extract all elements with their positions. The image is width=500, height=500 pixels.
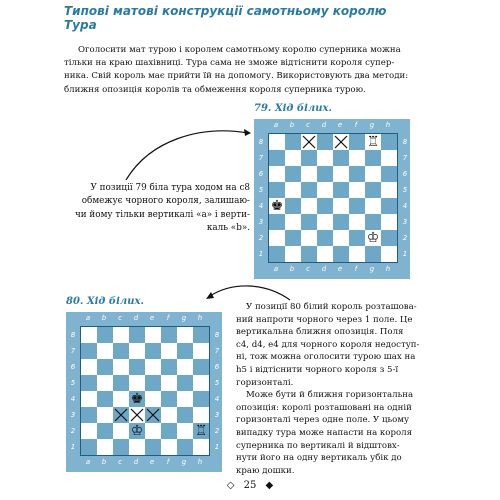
rank-label: 5	[214, 379, 220, 387]
caption-line: ні, тож можна оголосити турою шах на	[236, 352, 416, 363]
diamond-outline-icon: ◇	[226, 480, 235, 491]
file-label: a	[273, 121, 279, 129]
white-king-icon: ♔	[366, 230, 380, 246]
file-label: f	[354, 121, 358, 129]
caption-line: Може бути й ближня горизонтальна	[246, 390, 414, 401]
diamond-filled-icon: ◆	[265, 480, 274, 491]
file-label: b	[289, 265, 295, 273]
intro-line: ближня опозиція королів та обмеження короля суперника турою.	[64, 84, 366, 95]
diagram-79-title: 79. Хід білих.	[254, 103, 332, 114]
file-label: f	[166, 314, 170, 322]
file-label: g	[369, 121, 375, 129]
rank-label: 5	[402, 186, 408, 194]
section-title: Типові матові конструкції самотньому королю	[64, 4, 387, 18]
intro-line: ника. Свій король має прийти їй на допомогу. Використовують два методи:	[64, 71, 409, 82]
rank-label: 4	[70, 395, 76, 403]
rank-label: 7	[214, 347, 220, 355]
intro-line: Оголосити мат турою і королем самотньому королю суперника можна	[78, 45, 401, 55]
file-label: b	[101, 458, 107, 466]
rank-label: 8	[258, 138, 264, 146]
caption-line: випадку тура може напасти на короля	[236, 427, 413, 438]
file-label: c	[118, 458, 122, 466]
file-label: f	[354, 265, 358, 273]
file-label: c	[306, 265, 310, 273]
rank-label: 6	[214, 363, 220, 371]
black-king-icon: ♚	[130, 391, 144, 407]
file-label: a	[85, 458, 91, 466]
file-label: e	[337, 265, 343, 273]
caption-line: У позиції 80 білий король розташова-	[246, 302, 417, 312]
file-label: h	[385, 265, 391, 273]
rank-label: 4	[258, 202, 264, 210]
arrow-to-diagram-80	[210, 286, 290, 300]
caption-line: h5 і відтіснити чорного короля з 5-ї	[236, 364, 399, 375]
rank-label: 3	[258, 218, 264, 226]
white-rook-icon: ♖	[366, 134, 380, 150]
rank-label: 2	[214, 427, 220, 435]
rank-label: 8	[214, 331, 220, 339]
rank-label: 8	[70, 331, 76, 339]
file-label: e	[149, 314, 155, 322]
file-label: b	[289, 121, 295, 129]
caption-line: горизонталі через одне поле. У цьому	[236, 415, 410, 426]
caption-line: ний напроти чорного через 1 поле. Це	[236, 314, 413, 325]
caption-line: обмежує чорного короля, залишаю-	[81, 196, 250, 207]
file-label: c	[118, 314, 122, 322]
caption-line: опозиція: королі розташовані на одній	[236, 402, 412, 413]
file-label: c	[306, 121, 310, 129]
caption-line: суперника по вертикалі й відштовх-	[236, 440, 400, 451]
file-label: d	[133, 314, 139, 322]
file-label: a	[85, 314, 91, 322]
rank-label: 1	[70, 443, 76, 451]
rank-label: 6	[402, 170, 408, 178]
caption-line: c4, d4, e4 для чорного короля недоступ-	[236, 339, 420, 350]
caption-line: У позиції 79 біла тура ходом на c8	[90, 183, 250, 193]
page-footer	[0, 480, 500, 491]
black-king-icon: ♚	[270, 198, 284, 214]
file-label: h	[385, 121, 391, 129]
file-label: g	[369, 265, 375, 273]
rank-label: 6	[70, 363, 76, 371]
rank-label: 4	[214, 395, 220, 403]
caption-line: чи йому тільки вертикалі «a» і верти-	[74, 209, 250, 220]
page-number: 25	[243, 480, 257, 491]
diagram-80-title: 80. Хід білих.	[66, 296, 144, 307]
rank-label: 2	[402, 234, 408, 242]
rank-label: 7	[258, 154, 264, 162]
file-label: d	[321, 121, 327, 129]
file-label: h	[197, 458, 203, 466]
white-rook-icon: ♖	[194, 423, 208, 439]
caption-line: горизонталі.	[236, 377, 294, 388]
intro-line: тільки на краю шахівниці. Тура сама не зможе відтіснити короля супер-	[64, 58, 395, 69]
caption-line: вертикальна ближня опозиція. Поля	[236, 327, 404, 338]
file-label: b	[101, 314, 107, 322]
arrow-to-diagram-79	[126, 131, 248, 180]
file-label: d	[133, 458, 139, 466]
file-label: h	[197, 314, 203, 322]
white-king-icon: ♔	[130, 423, 144, 439]
rank-label: 2	[258, 234, 264, 242]
arrowhead-icon	[244, 129, 251, 136]
rank-label: 3	[402, 218, 408, 226]
arrowhead-icon	[206, 292, 214, 299]
caption-line: нути його на одну вертикаль убік до	[236, 453, 402, 464]
file-label: g	[181, 458, 187, 466]
file-label: f	[166, 458, 170, 466]
rank-label: 6	[258, 170, 264, 178]
rank-label: 1	[402, 250, 408, 258]
rank-label: 7	[70, 347, 76, 355]
file-label: a	[273, 265, 279, 273]
caption-line: каль «b».	[206, 223, 250, 234]
caption-line: краю дошки.	[236, 465, 295, 476]
rank-label: 3	[70, 411, 76, 419]
rank-label: 1	[214, 443, 220, 451]
file-label: e	[149, 458, 155, 466]
rank-label: 3	[214, 411, 220, 419]
rank-label: 4	[402, 202, 408, 210]
rank-label: 5	[70, 379, 76, 387]
section-subtitle: Тура	[64, 18, 97, 32]
rank-label: 7	[402, 154, 408, 162]
rank-label: 5	[258, 186, 264, 194]
rank-label: 2	[70, 427, 76, 435]
rank-label: 8	[402, 138, 408, 146]
file-label: e	[337, 121, 343, 129]
file-label: d	[321, 265, 327, 273]
rank-label: 1	[258, 250, 264, 258]
file-label: g	[181, 314, 187, 322]
